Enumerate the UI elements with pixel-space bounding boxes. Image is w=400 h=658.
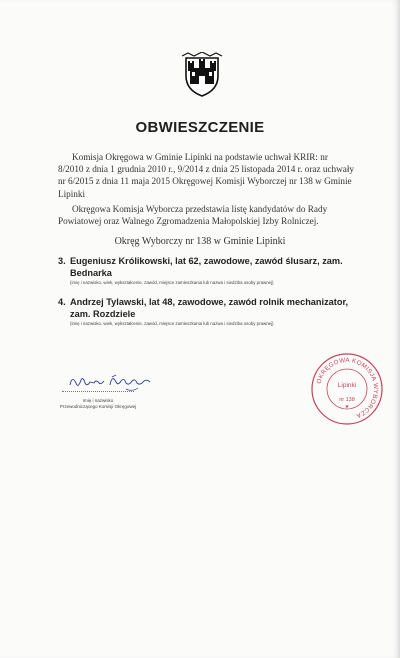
svg-text:OKRĘGOWA KOMISJA WYBORCZA: OKRĘGOWA KOMISJA WYBORCZA (315, 356, 380, 420)
candidate-caption: (imię i nazwisko, wiek, wykształcenie, zawód, miejsce zamieszkania lub nazwa i siedziba osoby prawnej) (70, 280, 274, 286)
candidate-item (58, 297, 358, 326)
candidate-details: Andrzej Tylawski, lat 48, zawodowe, zawód rolnik mechanizator, zam. Rozdziele (70, 297, 349, 319)
district-heading: Okręg Wyborczy nr 138 w Gminie Lipinki (114, 236, 286, 247)
announcement-paragraph: Okręgowa Komisja Wyborcza przedstawia listę kandydatów do Rady Powiatowej oraz Walnego Zgromadzenia Małopolskiej Izby Rolniczej. (58, 204, 328, 227)
stamp-locality: Lipinki (337, 382, 357, 389)
candidate-number: 3. (58, 256, 66, 266)
handwritten-signature (66, 371, 156, 393)
candidate-number: 4. (58, 297, 66, 307)
document-title: OBWIESZCZENIE (135, 119, 265, 136)
candidate-details: Eugeniusz Królikowski, lat 62, zawodowe, zawód ślusarz, zam. Bednarka (70, 256, 343, 278)
svg-text:★: ★ (344, 404, 350, 410)
resolution-paragraph: Komisja Okręgowa w Gminie Lipinki na podstawie uchwał KRIR: nr 8/2010 z dnia 1 grudnia 2010 r., 9/2014 z dnia 25 listopada 2014 r. oraz uchwały nr 6/2015 z dnia 11 maja 2015 Okręgowej Komisji Wyborczej nr 138 w Gminie Lipinki (58, 152, 354, 199)
signature-line (62, 391, 134, 392)
official-stamp (309, 351, 385, 427)
candidate-caption: (imię i nazwisko, wiek, wykształcenie, zawód, miejsce zamieszkania lub nazwa i siedziba osoby prawnej) (70, 321, 274, 327)
castle-crest-icon (180, 52, 224, 98)
candidate-item (58, 256, 358, 285)
signature-caption: Imię i nazwisko Przewodniczącego Komisji Okręgowej (59, 398, 137, 409)
svg-text:nr 138: nr 138 (339, 397, 355, 403)
